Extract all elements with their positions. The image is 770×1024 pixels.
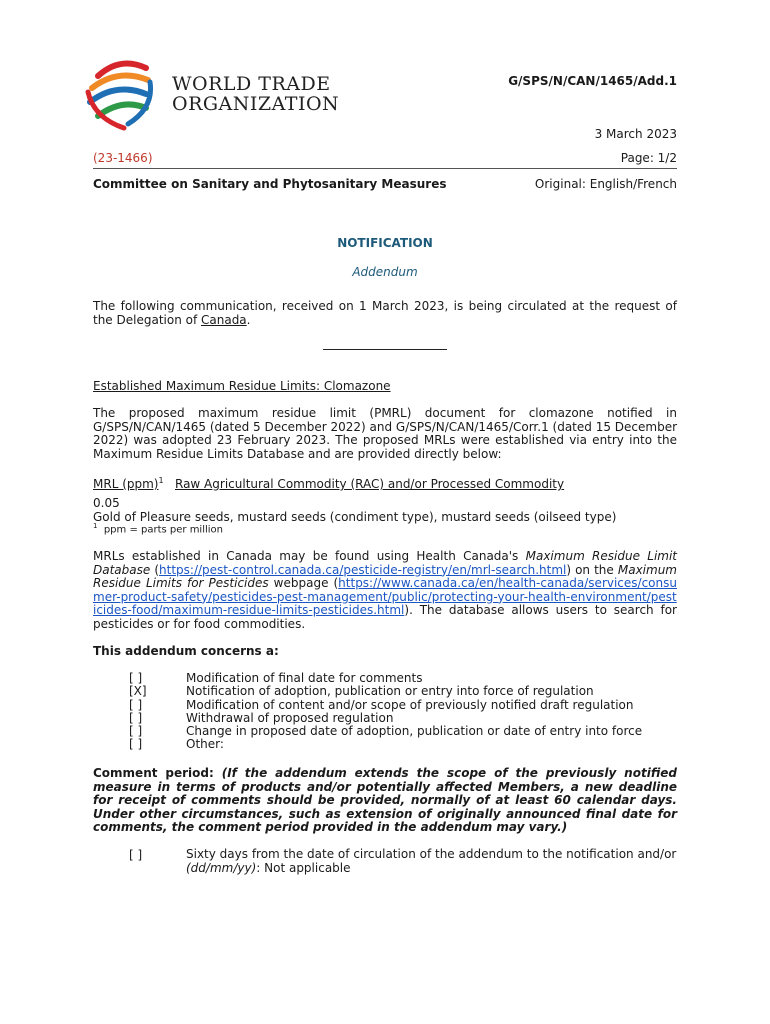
footnote: $^1$ ppm = parts per million [93, 522, 223, 536]
list-item: [ ] Other: [129, 737, 224, 752]
list-item: [ ] Modification of final date for comments [129, 671, 423, 685]
checkbox: [ ] [129, 710, 143, 725]
intro-paragraph: The following communication, received on 1 March 2023, is being circulated at the request of the Delegation of Canada. [93, 299, 677, 327]
document-symbol: G/SPS/N/CAN/1465/Add.1 [508, 74, 677, 88]
document-date: 3 March 2023 [594, 127, 677, 141]
comment-period-paragraph: Comment period: (If the addendum extends the scope of the previously notified measure in terms of products and/or potentially affected Members, a new deadline for receipt of comments should be provided, normally of at least 60 calendar days. Under other circumstances, such as extension of originally announced final date for comments, the comment period provided in the addendum may vary.) [93, 766, 677, 834]
addendum-subtitle: Addendum [352, 265, 418, 279]
page-number: Page: 1/2 [620, 151, 677, 165]
reference-number: (23-1466) [93, 151, 153, 165]
section-separator [323, 349, 447, 350]
mrl-table-header: MRL (ppm)$^1$ Raw Agricultural Commodity (RAC) and/or Processed Commodity [93, 476, 565, 491]
table-row: 0.05Gold of Pleasure seeds, mustard seeds (condiment type), mustard seeds (oilseed type) [93, 496, 617, 524]
comment-option-checkbox: [ ] [129, 848, 143, 862]
mrl-webpage-link[interactable]: https://www.canada.ca/en/health-canada/services/consumer-product-safety/pesticides-pest-management/public/protecting-your-health-environment/pesticides-food/maximum-residue-limits-pesticides.html [93, 576, 677, 617]
database-paragraph: MRLs established in Canada may be found using Health Canada's Maximum Residue Limit Database (https://pest-control.canada.ca/pesticide-registry/en/mrl-search.html) on the Maximum Residue Limits for Pesticides webpage (https://www.canada.ca/en/health-canada/services/consumer-product-safety/pesticides-pest-management/public/protecting-your-health-environment/pesticides-food/maximum-residue-limits-pesticides.html). The database allows users to search for pesticides or for food commodities. [93, 549, 678, 631]
header-divider [93, 168, 677, 169]
original-language: Original: English/French [534, 177, 677, 191]
committee-name: Committee on Sanitary and Phytosanitary Measures [93, 177, 447, 191]
concerns-heading: This addendum concerns a: [93, 644, 279, 658]
list-item: [X] Notification of adoption, publication or entry into force of regulation [129, 684, 594, 699]
wto-emblem-icon [84, 58, 162, 132]
list-item: [ ] Change in proposed date of adoption, publication or date of entry into force [129, 724, 643, 739]
mrl-database-link[interactable]: https://pest-control.canada.ca/pesticide-registry/en/mrl-search.html [159, 562, 567, 577]
country-name: Canada [201, 312, 247, 327]
wto-logo [84, 58, 340, 132]
subject-heading: Established Maximum Residue Limits: Clomazone [93, 379, 391, 393]
checkbox: [ ] [129, 697, 143, 712]
list-item: [ ] Modification of content and/or scope of previously notified draft regulation [129, 697, 634, 712]
checkbox: [ ] [129, 737, 143, 752]
checkbox: [X] [129, 684, 147, 699]
notification-title: NOTIFICATION [337, 236, 433, 250]
org-name-line2: ORGANIZATION [172, 93, 340, 115]
subject-paragraph: The proposed maximum residue limit (PMRL) document for clomazone notified in G/SPS/N/CAN/1465 (dated 5 December 2022) and G/SPS/N/CAN/1465/Corr.1 (dated 15 December 2022) was adopted 23 February 2023. The proposed MRLs were established via entry into the Maximum Residue Limits Database and are provided directly below: [93, 406, 678, 461]
list-item: [ ] Withdrawal of proposed regulation [129, 710, 394, 725]
comment-option-text: Sixty days from the date of circulation of the addendum to the notification and/or (dd/mm/yy): Not applicable [186, 847, 677, 875]
checkbox: [ ] [129, 671, 143, 685]
org-name-line1: WORLD TRADE [172, 73, 331, 95]
concerns-list [129, 672, 642, 752]
checkbox: [ ] [129, 724, 143, 739]
